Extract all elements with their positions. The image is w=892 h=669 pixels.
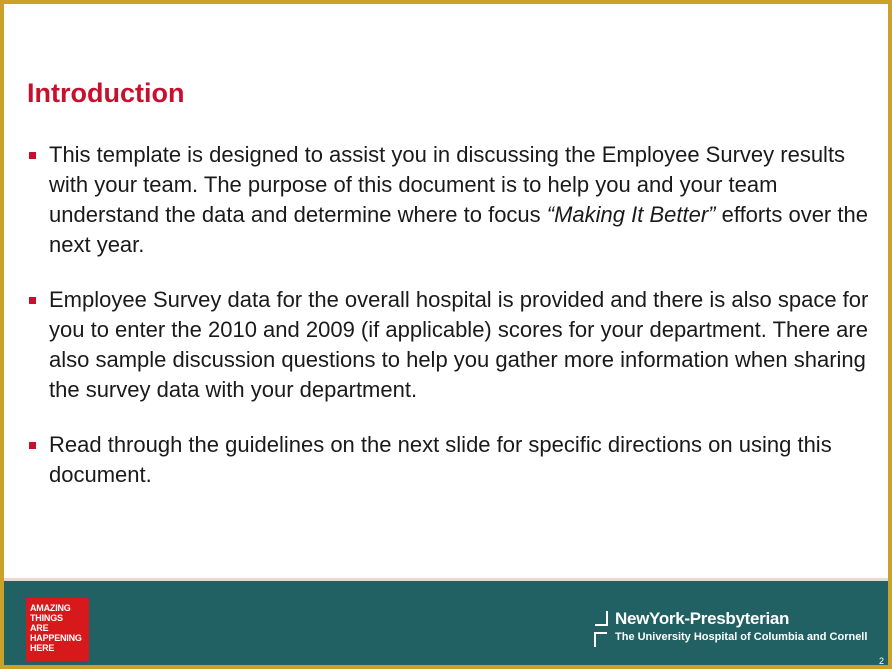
bullet-text: efforts over the next year. (49, 202, 868, 257)
nyp-subtitle: The University Hospital of Columbia and Cornell (615, 631, 868, 643)
bullet-emphasis: “Making It Better” (546, 202, 716, 227)
bullet-text: This template is designed to assist you in discussing the Employee Survey results with your team. The purpose of this document is to help you and your team understand the data and determine where to focus (49, 142, 846, 227)
logo-line: ARE (30, 623, 49, 633)
bullet-item (27, 140, 877, 260)
bullet-item (27, 285, 877, 405)
slide-title: Introduction (27, 78, 185, 108)
logo-line: THINGS (30, 613, 63, 623)
nyp-logo (593, 609, 883, 649)
bullet-item (27, 430, 877, 490)
slide (4, 4, 888, 665)
square-bullet-icon (29, 152, 36, 159)
bullet-text: Employee Survey data for the overall hospital is provided and there is also space for you to enter the 2010 and 2009 (if applicable) scores for your department. There are also sample discussion questions to help you gather more information when sharing the survey data with your department. (49, 287, 869, 402)
amazing-things-logo (26, 598, 89, 661)
logo-line: HAPPENING (30, 633, 82, 643)
bullet-list (27, 140, 877, 515)
square-bullet-icon (29, 297, 36, 304)
nyp-bracket-icon (593, 609, 609, 649)
footer-bar (4, 578, 888, 665)
logo-line: HERE (30, 643, 55, 653)
bullet-text: Read through the guidelines on the next slide for specific directions on using this document. (49, 432, 832, 487)
nyp-name: NewYork-Presbyterian (615, 609, 790, 628)
square-bullet-icon (29, 442, 36, 449)
logo-line: AMAZING (30, 603, 71, 613)
page-number: 2 (878, 656, 884, 665)
